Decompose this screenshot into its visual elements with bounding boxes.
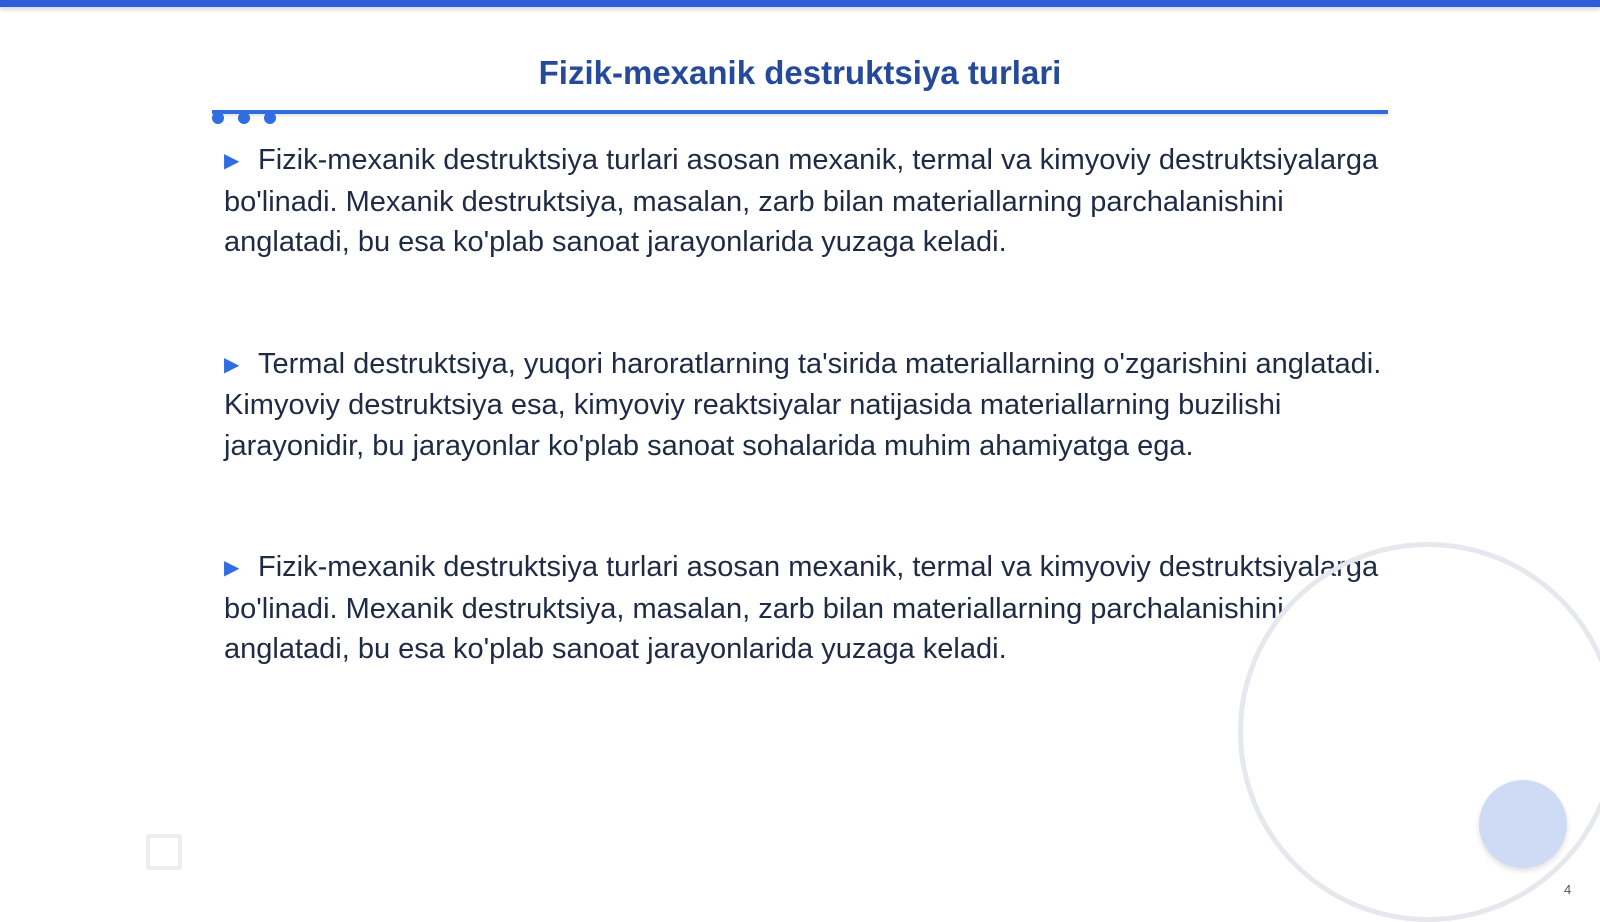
decor-ring xyxy=(1238,542,1600,922)
bullet-item xyxy=(224,140,1384,263)
top-accent-bar xyxy=(0,0,1600,7)
bullet-arrow-icon: ▶ xyxy=(224,557,240,579)
bullet-item xyxy=(224,547,1384,670)
bullet-text: Fizik-mexanik destruktsiya turlari asosan mexanik, termal va kimyoviy destruktsiyalarga bo'linadi. Mexanik destruktsiya, masalan, zarb bilan materiallarning parchalanishini anglatadi, bu esa ko'plab sanoat jarayonlarida yuzaga keladi. xyxy=(224,144,1379,258)
decor-square xyxy=(146,834,182,870)
slide-title: Fizik-mexanik destruktsiya turlari xyxy=(538,54,1062,91)
decor-dot xyxy=(264,112,276,124)
bullet-text: Termal destruktsiya, yuqori haroratlarning ta'sirida materiallarning o'zgarishini anglatadi. Kimyoviy destruktsiya esa, kimyoviy reaktsiyalar natijasida materiallarning buzilishi jarayonidir, bu jarayonlar ko'plab sanoat sohalarida muhim ahamiyatga ega. xyxy=(224,347,1382,462)
bullet-list xyxy=(224,140,1384,751)
bullet-text: Fizik-mexanik destruktsiya turlari asosan mexanik, termal va kimyoviy destruktsiyalarga bo'linadi. Mexanik destruktsiya, masalan, zarb bilan materiallarning parchalanishini anglatadi, bu esa ko'plab sanoat jarayonlarida yuzaga keladi. xyxy=(224,551,1379,665)
page-number: 4 xyxy=(1564,882,1572,897)
decor-dot xyxy=(238,112,250,124)
bullet-arrow-icon: ▶ xyxy=(224,150,240,172)
title-underline xyxy=(212,110,1388,114)
decor-dot xyxy=(212,112,224,124)
bullet-item xyxy=(224,344,1384,467)
bullet-arrow-icon: ▶ xyxy=(224,353,240,376)
decor-circle xyxy=(1479,780,1567,868)
